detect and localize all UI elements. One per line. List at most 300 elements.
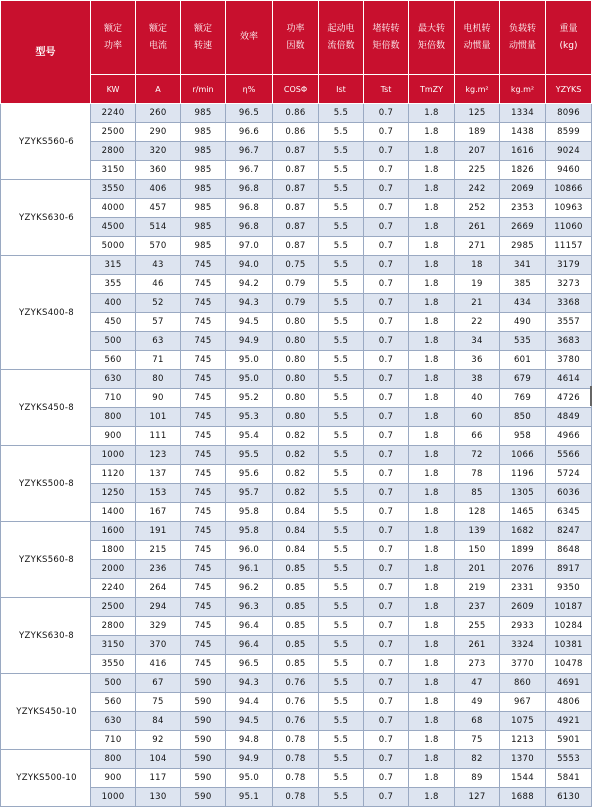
cell-locked_torque: 0.7 xyxy=(364,484,409,503)
cell-load_inertia: 1213 xyxy=(500,731,546,750)
cell-weight: 9024 xyxy=(546,142,592,161)
cell-weight: 4614 xyxy=(546,370,592,389)
cell-efficiency: 95.8 xyxy=(226,522,273,541)
cell-max_torque: 1.8 xyxy=(409,522,455,541)
cell-locked_torque: 0.7 xyxy=(364,370,409,389)
cell-max_torque: 1.8 xyxy=(409,427,455,446)
table-row xyxy=(1,598,592,617)
cell-motor_inertia: 89 xyxy=(455,769,500,788)
cell-current: 71 xyxy=(136,351,181,370)
cell-weight: 8599 xyxy=(546,123,592,142)
cell-weight: 8917 xyxy=(546,560,592,579)
cell-power: 560 xyxy=(91,351,136,370)
cell-load_inertia: 1899 xyxy=(500,541,546,560)
cell-speed: 745 xyxy=(181,503,226,522)
cell-load_inertia: 1544 xyxy=(500,769,546,788)
cell-load_inertia: 2331 xyxy=(500,579,546,598)
cell-efficiency: 96.5 xyxy=(226,655,273,674)
cell-efficiency: 96.4 xyxy=(226,636,273,655)
model-label: YZYKS560-6 xyxy=(19,136,74,147)
cell-start_current: 5.5 xyxy=(319,408,364,427)
cell-power: 3150 xyxy=(91,636,136,655)
cell-load_inertia: 1688 xyxy=(500,788,546,807)
cell-locked_torque: 0.7 xyxy=(364,598,409,617)
cell-start_current: 5.5 xyxy=(319,712,364,731)
cell-max_torque: 1.8 xyxy=(409,579,455,598)
cell-power_factor: 0.87 xyxy=(273,142,319,161)
cell-weight: 9350 xyxy=(546,579,592,598)
cell-max_torque: 1.8 xyxy=(409,294,455,313)
cell-speed: 985 xyxy=(181,199,226,218)
unit-load_inertia: kg.m² xyxy=(500,75,546,104)
cell-start_current: 5.5 xyxy=(319,769,364,788)
cell-efficiency: 96.7 xyxy=(226,142,273,161)
cell-power_factor: 0.85 xyxy=(273,636,319,655)
model-cell xyxy=(1,180,91,256)
cell-speed: 985 xyxy=(181,161,226,180)
cell-current: 63 xyxy=(136,332,181,351)
cell-start_current: 5.5 xyxy=(319,674,364,693)
cell-current: 130 xyxy=(136,788,181,807)
cell-power_factor: 0.87 xyxy=(273,180,319,199)
cell-locked_torque: 0.7 xyxy=(364,522,409,541)
cell-max_torque: 1.8 xyxy=(409,332,455,351)
cell-max_torque: 1.8 xyxy=(409,446,455,465)
cell-load_inertia: 2933 xyxy=(500,617,546,636)
cell-locked_torque: 0.7 xyxy=(364,674,409,693)
cell-speed: 985 xyxy=(181,218,226,237)
unit-locked_torque: Tst xyxy=(364,75,409,104)
cell-current: 290 xyxy=(136,123,181,142)
cell-power_factor: 0.87 xyxy=(273,199,319,218)
unit-motor_inertia: kg.m² xyxy=(455,75,500,104)
cell-speed: 745 xyxy=(181,332,226,351)
cell-start_current: 5.5 xyxy=(319,541,364,560)
cell-power: 630 xyxy=(91,370,136,389)
cell-power: 1400 xyxy=(91,503,136,522)
unit-weight: YZYKS xyxy=(546,75,592,104)
cell-max_torque: 1.8 xyxy=(409,560,455,579)
cell-current: 137 xyxy=(136,465,181,484)
cell-load_inertia: 341 xyxy=(500,256,546,275)
cell-start_current: 5.5 xyxy=(319,427,364,446)
cell-current: 117 xyxy=(136,769,181,788)
cell-power_factor: 0.79 xyxy=(273,294,319,313)
model-label: YZYKS500-10 xyxy=(16,773,77,783)
cell-max_torque: 1.8 xyxy=(409,218,455,237)
cell-speed: 745 xyxy=(181,655,226,674)
cell-load_inertia: 1334 xyxy=(500,104,546,123)
cell-motor_inertia: 219 xyxy=(455,579,500,598)
cell-motor_inertia: 82 xyxy=(455,750,500,769)
cell-motor_inertia: 60 xyxy=(455,408,500,427)
cell-speed: 745 xyxy=(181,351,226,370)
cell-efficiency: 96.2 xyxy=(226,579,273,598)
cell-start_current: 5.5 xyxy=(319,503,364,522)
cell-power: 1000 xyxy=(91,446,136,465)
cell-current: 416 xyxy=(136,655,181,674)
cell-speed: 745 xyxy=(181,579,226,598)
cell-efficiency: 94.3 xyxy=(226,674,273,693)
cell-power: 630 xyxy=(91,712,136,731)
cell-power_factor: 0.87 xyxy=(273,237,319,256)
model-label: YZYKS500-8 xyxy=(19,478,74,489)
cell-max_torque: 1.8 xyxy=(409,636,455,655)
cell-locked_torque: 0.7 xyxy=(364,617,409,636)
cell-start_current: 5.5 xyxy=(319,731,364,750)
cell-load_inertia: 967 xyxy=(500,693,546,712)
cell-weight: 10381 xyxy=(546,636,592,655)
header-locked_torque: 堵转转 矩倍数 xyxy=(364,1,409,75)
cell-efficiency: 94.5 xyxy=(226,313,273,332)
cell-motor_inertia: 38 xyxy=(455,370,500,389)
cell-current: 111 xyxy=(136,427,181,446)
cell-power: 2000 xyxy=(91,560,136,579)
cell-current: 92 xyxy=(136,731,181,750)
cell-power_factor: 0.85 xyxy=(273,655,319,674)
cell-weight: 8096 xyxy=(546,104,592,123)
cell-power: 1120 xyxy=(91,465,136,484)
cell-locked_torque: 0.7 xyxy=(364,218,409,237)
cell-weight: 11060 xyxy=(546,218,592,237)
cell-power: 500 xyxy=(91,674,136,693)
cell-locked_torque: 0.7 xyxy=(364,636,409,655)
cell-power: 2500 xyxy=(91,123,136,142)
cell-power: 2800 xyxy=(91,617,136,636)
cell-current: 294 xyxy=(136,598,181,617)
cell-max_torque: 1.8 xyxy=(409,769,455,788)
cell-locked_torque: 0.7 xyxy=(364,693,409,712)
cell-efficiency: 96.8 xyxy=(226,218,273,237)
cell-motor_inertia: 201 xyxy=(455,560,500,579)
cell-weight: 3557 xyxy=(546,313,592,332)
cell-motor_inertia: 19 xyxy=(455,275,500,294)
cell-efficiency: 95.8 xyxy=(226,503,273,522)
cell-speed: 745 xyxy=(181,636,226,655)
model-label: YZYKS450-8 xyxy=(19,402,74,413)
cell-speed: 590 xyxy=(181,731,226,750)
cell-max_torque: 1.8 xyxy=(409,370,455,389)
cell-speed: 745 xyxy=(181,408,226,427)
cell-motor_inertia: 225 xyxy=(455,161,500,180)
cell-start_current: 5.5 xyxy=(319,636,364,655)
cell-weight: 8648 xyxy=(546,541,592,560)
table-row xyxy=(1,674,592,693)
cell-locked_torque: 0.7 xyxy=(364,560,409,579)
cell-locked_torque: 0.7 xyxy=(364,104,409,123)
cell-max_torque: 1.8 xyxy=(409,541,455,560)
cell-speed: 985 xyxy=(181,123,226,142)
cell-weight: 4849 xyxy=(546,408,592,427)
cell-start_current: 5.5 xyxy=(319,389,364,408)
cell-weight: 4806 xyxy=(546,693,592,712)
model-cell xyxy=(1,446,91,522)
cell-power_factor: 0.82 xyxy=(273,465,319,484)
cell-weight: 6130 xyxy=(546,788,592,807)
cell-motor_inertia: 207 xyxy=(455,142,500,161)
cell-locked_torque: 0.7 xyxy=(364,199,409,218)
cell-power_factor: 0.84 xyxy=(273,541,319,560)
cell-locked_torque: 0.7 xyxy=(364,579,409,598)
cell-power_factor: 0.80 xyxy=(273,389,319,408)
cell-current: 457 xyxy=(136,199,181,218)
cell-motor_inertia: 242 xyxy=(455,180,500,199)
model-label: YZYKS450-10 xyxy=(16,706,77,717)
cell-current: 320 xyxy=(136,142,181,161)
cell-weight: 3179 xyxy=(546,256,592,275)
cell-power_factor: 0.76 xyxy=(273,674,319,693)
unit-power_factor: COSΦ xyxy=(273,75,319,104)
table-row xyxy=(1,522,592,541)
cell-power: 3550 xyxy=(91,655,136,674)
header-load_inertia: 负载转 动惯量 xyxy=(500,1,546,75)
cell-start_current: 5.5 xyxy=(319,180,364,199)
cell-current: 236 xyxy=(136,560,181,579)
cell-efficiency: 96.3 xyxy=(226,598,273,617)
cell-power: 4500 xyxy=(91,218,136,237)
header-efficiency: 效率 xyxy=(226,1,273,75)
cell-weight: 11157 xyxy=(546,237,592,256)
table-row xyxy=(1,750,592,769)
cell-motor_inertia: 66 xyxy=(455,427,500,446)
cell-motor_inertia: 127 xyxy=(455,788,500,807)
cell-motor_inertia: 85 xyxy=(455,484,500,503)
table-row xyxy=(1,180,592,199)
table-row xyxy=(1,104,592,123)
cell-power_factor: 0.80 xyxy=(273,351,319,370)
cell-motor_inertia: 271 xyxy=(455,237,500,256)
cell-locked_torque: 0.7 xyxy=(364,180,409,199)
cell-motor_inertia: 75 xyxy=(455,731,500,750)
cell-start_current: 5.5 xyxy=(319,693,364,712)
cell-current: 215 xyxy=(136,541,181,560)
cell-current: 370 xyxy=(136,636,181,655)
cell-start_current: 5.5 xyxy=(319,294,364,313)
cell-motor_inertia: 18 xyxy=(455,256,500,275)
cell-power_factor: 0.82 xyxy=(273,484,319,503)
cell-efficiency: 95.4 xyxy=(226,427,273,446)
model-label: YZYKS400-8 xyxy=(19,307,74,318)
cell-locked_torque: 0.7 xyxy=(364,541,409,560)
cell-power_factor: 0.84 xyxy=(273,522,319,541)
cell-current: 46 xyxy=(136,275,181,294)
cell-load_inertia: 2669 xyxy=(500,218,546,237)
cell-speed: 745 xyxy=(181,446,226,465)
cell-current: 360 xyxy=(136,161,181,180)
header-max_torque: 最大转 矩倍数 xyxy=(409,1,455,75)
cell-weight: 4921 xyxy=(546,712,592,731)
cell-power_factor: 0.78 xyxy=(273,731,319,750)
cell-load_inertia: 958 xyxy=(500,427,546,446)
cell-speed: 590 xyxy=(181,693,226,712)
cell-weight: 10187 xyxy=(546,598,592,617)
cell-max_torque: 1.8 xyxy=(409,389,455,408)
cell-locked_torque: 0.7 xyxy=(364,465,409,484)
cell-power: 900 xyxy=(91,769,136,788)
cell-weight: 5901 xyxy=(546,731,592,750)
cell-current: 514 xyxy=(136,218,181,237)
cell-speed: 745 xyxy=(181,294,226,313)
cell-locked_torque: 0.7 xyxy=(364,161,409,180)
cell-max_torque: 1.8 xyxy=(409,617,455,636)
cell-locked_torque: 0.7 xyxy=(364,712,409,731)
cell-max_torque: 1.8 xyxy=(409,142,455,161)
cell-weight: 8247 xyxy=(546,522,592,541)
cell-motor_inertia: 261 xyxy=(455,636,500,655)
cell-current: 84 xyxy=(136,712,181,731)
cell-power_factor: 0.84 xyxy=(273,503,319,522)
cell-current: 570 xyxy=(136,237,181,256)
cell-load_inertia: 2076 xyxy=(500,560,546,579)
unit-max_torque: TmZY xyxy=(409,75,455,104)
cell-power: 3150 xyxy=(91,161,136,180)
cell-max_torque: 1.8 xyxy=(409,788,455,807)
cell-max_torque: 1.8 xyxy=(409,275,455,294)
cell-max_torque: 1.8 xyxy=(409,598,455,617)
model-label: YZYKS560-8 xyxy=(19,554,74,565)
cell-power_factor: 0.82 xyxy=(273,427,319,446)
cell-weight: 4691 xyxy=(546,674,592,693)
cell-load_inertia: 3770 xyxy=(500,655,546,674)
cell-max_torque: 1.8 xyxy=(409,104,455,123)
cell-speed: 745 xyxy=(181,617,226,636)
cell-power_factor: 0.79 xyxy=(273,275,319,294)
cell-speed: 985 xyxy=(181,180,226,199)
cell-power_factor: 0.76 xyxy=(273,712,319,731)
cell-current: 260 xyxy=(136,104,181,123)
cell-start_current: 5.5 xyxy=(319,655,364,674)
cell-power_factor: 0.78 xyxy=(273,769,319,788)
cell-weight: 4966 xyxy=(546,427,592,446)
cell-efficiency: 95.0 xyxy=(226,769,273,788)
cell-weight: 9460 xyxy=(546,161,592,180)
cell-efficiency: 95.1 xyxy=(226,788,273,807)
cell-max_torque: 1.8 xyxy=(409,693,455,712)
cell-max_torque: 1.8 xyxy=(409,503,455,522)
cell-power_factor: 0.80 xyxy=(273,332,319,351)
cell-speed: 985 xyxy=(181,104,226,123)
cell-speed: 745 xyxy=(181,275,226,294)
cell-current: 167 xyxy=(136,503,181,522)
cell-power: 800 xyxy=(91,750,136,769)
cell-start_current: 5.5 xyxy=(319,579,364,598)
cell-motor_inertia: 128 xyxy=(455,503,500,522)
cell-max_torque: 1.8 xyxy=(409,674,455,693)
model-cell xyxy=(1,750,91,807)
cell-current: 191 xyxy=(136,522,181,541)
cell-power_factor: 0.80 xyxy=(273,370,319,389)
cell-start_current: 5.5 xyxy=(319,313,364,332)
model-cell xyxy=(1,522,91,598)
cell-load_inertia: 1682 xyxy=(500,522,546,541)
cell-load_inertia: 601 xyxy=(500,351,546,370)
cell-power_factor: 0.87 xyxy=(273,218,319,237)
unit-start_current: Ist xyxy=(319,75,364,104)
cell-max_torque: 1.8 xyxy=(409,712,455,731)
cell-efficiency: 96.6 xyxy=(226,123,273,142)
cell-weight: 10963 xyxy=(546,199,592,218)
cell-power_factor: 0.75 xyxy=(273,256,319,275)
cell-locked_torque: 0.7 xyxy=(364,351,409,370)
cell-current: 52 xyxy=(136,294,181,313)
cell-efficiency: 95.0 xyxy=(226,351,273,370)
cell-load_inertia: 1196 xyxy=(500,465,546,484)
cell-power: 710 xyxy=(91,389,136,408)
cell-weight: 6345 xyxy=(546,503,592,522)
cell-locked_torque: 0.7 xyxy=(364,123,409,142)
cell-motor_inertia: 36 xyxy=(455,351,500,370)
cell-speed: 745 xyxy=(181,465,226,484)
cell-max_torque: 1.8 xyxy=(409,465,455,484)
cell-max_torque: 1.8 xyxy=(409,161,455,180)
cell-max_torque: 1.8 xyxy=(409,180,455,199)
cell-start_current: 5.5 xyxy=(319,123,364,142)
cell-locked_torque: 0.7 xyxy=(364,788,409,807)
cell-efficiency: 94.8 xyxy=(226,731,273,750)
cell-weight: 5566 xyxy=(546,446,592,465)
cell-current: 264 xyxy=(136,579,181,598)
cell-speed: 590 xyxy=(181,712,226,731)
unit-speed: r/min xyxy=(181,75,226,104)
cell-speed: 745 xyxy=(181,313,226,332)
cell-load_inertia: 1305 xyxy=(500,484,546,503)
cell-power: 2800 xyxy=(91,142,136,161)
cell-start_current: 5.5 xyxy=(319,237,364,256)
cell-current: 123 xyxy=(136,446,181,465)
cell-start_current: 5.5 xyxy=(319,446,364,465)
cell-efficiency: 94.3 xyxy=(226,294,273,313)
cell-load_inertia: 2069 xyxy=(500,180,546,199)
cell-speed: 590 xyxy=(181,769,226,788)
cell-current: 329 xyxy=(136,617,181,636)
cell-locked_torque: 0.7 xyxy=(364,503,409,522)
cell-efficiency: 97.0 xyxy=(226,237,273,256)
cell-power: 5000 xyxy=(91,237,136,256)
cell-load_inertia: 1075 xyxy=(500,712,546,731)
cell-power: 450 xyxy=(91,313,136,332)
cell-start_current: 5.5 xyxy=(319,522,364,541)
cell-current: 75 xyxy=(136,693,181,712)
cell-load_inertia: 769 xyxy=(500,389,546,408)
cell-load_inertia: 1465 xyxy=(500,503,546,522)
cell-start_current: 5.5 xyxy=(319,617,364,636)
model-label: YZYKS630-6 xyxy=(19,212,74,223)
cell-start_current: 5.5 xyxy=(319,788,364,807)
cell-speed: 745 xyxy=(181,522,226,541)
header-power: 额定 功率 xyxy=(91,1,136,75)
cell-power_factor: 0.76 xyxy=(273,693,319,712)
cell-efficiency: 94.0 xyxy=(226,256,273,275)
cell-motor_inertia: 150 xyxy=(455,541,500,560)
model-cell xyxy=(1,598,91,674)
cell-weight: 3273 xyxy=(546,275,592,294)
cell-load_inertia: 434 xyxy=(500,294,546,313)
cell-efficiency: 95.7 xyxy=(226,484,273,503)
cell-motor_inertia: 72 xyxy=(455,446,500,465)
cell-motor_inertia: 49 xyxy=(455,693,500,712)
cell-power: 1600 xyxy=(91,522,136,541)
cell-load_inertia: 860 xyxy=(500,674,546,693)
cell-efficiency: 94.9 xyxy=(226,332,273,351)
header-row xyxy=(1,1,592,75)
cell-max_torque: 1.8 xyxy=(409,313,455,332)
cell-speed: 590 xyxy=(181,788,226,807)
cell-power: 2240 xyxy=(91,579,136,598)
cell-efficiency: 94.5 xyxy=(226,712,273,731)
cell-speed: 745 xyxy=(181,256,226,275)
model-label: YZYKS630-8 xyxy=(19,630,74,641)
cell-max_torque: 1.8 xyxy=(409,199,455,218)
